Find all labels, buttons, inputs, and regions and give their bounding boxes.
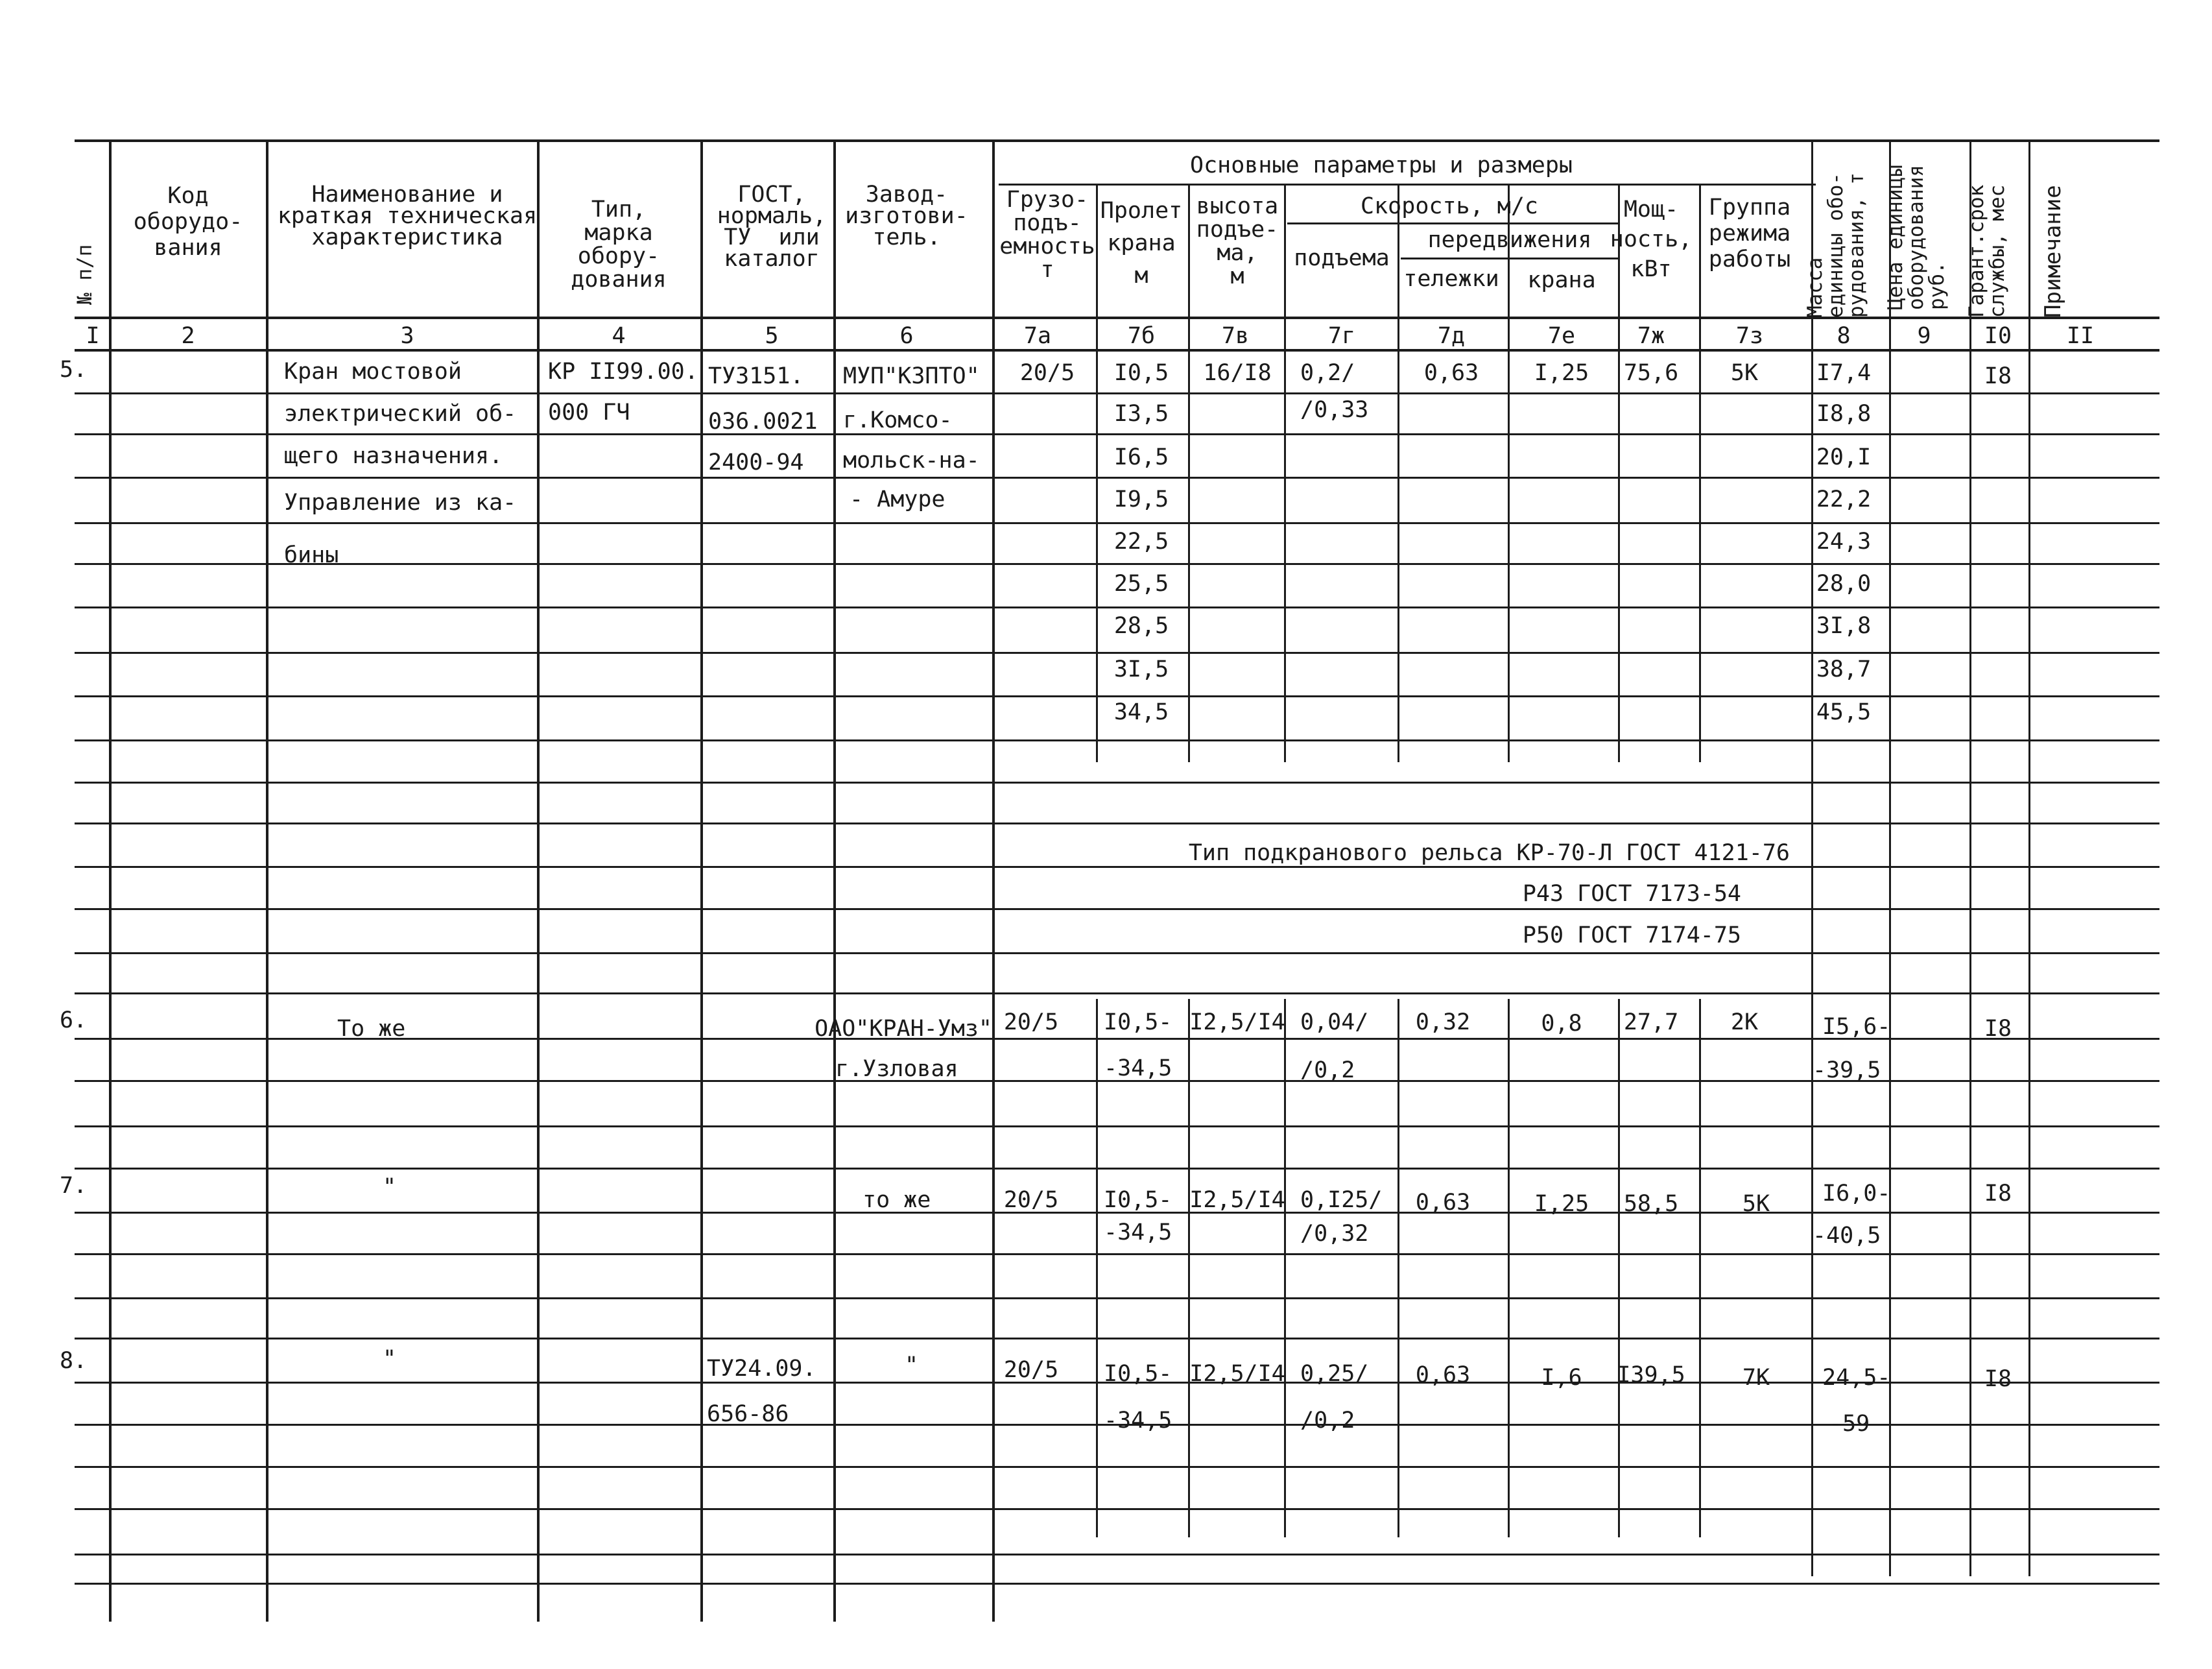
item5-span-value: 28,5 bbox=[1113, 613, 1169, 639]
item5-span-value: 3I,5 bbox=[1113, 656, 1169, 682]
item5-mass-value: 45,5 bbox=[1816, 699, 1872, 725]
header-col2-code: Код оборудо- вания bbox=[133, 183, 243, 261]
item6-lift-speed-line: 0,04/ bbox=[1300, 1009, 1369, 1035]
item5-span-value: 25,5 bbox=[1113, 571, 1169, 597]
item7-warranty: I8 bbox=[1984, 1181, 2012, 1207]
item5-maker-line: г.Комсо- bbox=[843, 407, 953, 433]
col-number-7z: 7з bbox=[1735, 323, 1764, 349]
item5-group: 5К bbox=[1730, 360, 1759, 386]
col-number-9: 9 bbox=[1917, 323, 1931, 349]
grid-line-horizontal bbox=[75, 782, 2159, 784]
item7-name: " bbox=[383, 1174, 397, 1200]
item5-mass-value: I7,4 bbox=[1816, 360, 1872, 386]
grid-line-horizontal bbox=[75, 695, 2159, 697]
item7-mass-line: I6,0- bbox=[1822, 1181, 1891, 1207]
item5-mass-value: 20,I bbox=[1816, 444, 1872, 470]
grid-line-horizontal bbox=[75, 433, 2159, 435]
item6-mass-line: -39,5 bbox=[1813, 1057, 1881, 1083]
item5-trolley-speed: 0,63 bbox=[1423, 360, 1479, 386]
item7-span-line: -34,5 bbox=[1104, 1219, 1172, 1245]
grid-line-horizontal bbox=[75, 1466, 2159, 1468]
grid-line-vertical bbox=[2028, 139, 2030, 1576]
item5-span-value: 34,5 bbox=[1113, 699, 1169, 725]
grid-line-horizontal bbox=[75, 1583, 2159, 1585]
grid-line-horizontal bbox=[75, 992, 2159, 994]
item8-height: I2,5/I4 bbox=[1189, 1361, 1285, 1387]
grid-line-horizontal bbox=[75, 606, 2159, 608]
item7-number: 7. bbox=[60, 1173, 88, 1199]
item6-capacity: 20/5 bbox=[1003, 1009, 1059, 1035]
item8-power: I39,5 bbox=[1617, 1362, 1685, 1388]
grid-line-vertical bbox=[1188, 184, 1190, 762]
rail-note-line: Тип подкранового рельса КР-70-Л ГОСТ 4121-76 bbox=[1188, 840, 1790, 866]
grid-line-horizontal bbox=[75, 739, 2159, 741]
grid-line-horizontal bbox=[75, 1338, 2159, 1339]
item6-trolley-speed: 0,32 bbox=[1415, 1009, 1471, 1035]
item5-mass-value: 22,2 bbox=[1816, 486, 1872, 512]
item5-span-value: 22,5 bbox=[1113, 529, 1169, 555]
header-col7zh-power: Мощ- ность, кВт bbox=[1610, 197, 1693, 282]
item5-name-line: щего назначения. bbox=[284, 443, 503, 469]
header-travel: передвижения bbox=[1427, 227, 1592, 253]
item5-power: 75,6 bbox=[1623, 360, 1679, 386]
item5-mass-value: 28,0 bbox=[1816, 571, 1872, 597]
item6-group: 2К bbox=[1730, 1009, 1759, 1035]
grid-line-horizontal bbox=[75, 908, 2159, 910]
grid-line-vertical bbox=[1889, 139, 1891, 1576]
item5-gost-line: 2400-94 bbox=[708, 450, 804, 475]
col-number-3: 3 bbox=[400, 323, 414, 349]
item5-number: 5. bbox=[60, 357, 88, 383]
grid-line-horizontal bbox=[75, 477, 2159, 479]
item5-span-value: I6,5 bbox=[1113, 444, 1169, 470]
grid-line-horizontal bbox=[75, 392, 2159, 394]
item5-gost-line: 036.0021 bbox=[708, 409, 818, 435]
grid-line-vertical bbox=[1699, 999, 1701, 1537]
item6-span-line: I0,5- bbox=[1104, 1009, 1172, 1035]
header-main-params: Основные параметры и размеры bbox=[1189, 152, 1573, 178]
grid-line-vertical bbox=[1096, 184, 1098, 762]
grid-line-horizontal bbox=[75, 1168, 2159, 1170]
col-number-5: 5 bbox=[765, 323, 779, 349]
grid-line-horizontal bbox=[1287, 222, 1618, 224]
grid-line-vertical bbox=[1284, 184, 1286, 762]
item7-span-line: I0,5- bbox=[1104, 1187, 1172, 1213]
header-speed: Скорость, м/с bbox=[1361, 193, 1538, 219]
item7-trolley-speed: 0,63 bbox=[1415, 1190, 1471, 1216]
col-number-7d: 7д bbox=[1437, 323, 1466, 349]
col-number-7a: 7а bbox=[1023, 323, 1052, 349]
col-number-8: 8 bbox=[1837, 323, 1851, 349]
grid-line-horizontal bbox=[999, 184, 1816, 186]
item5-crane-speed: I,25 bbox=[1534, 360, 1589, 386]
header-col7b-span: Пролет крана м bbox=[1100, 198, 1183, 289]
grid-line-vertical bbox=[1508, 184, 1510, 762]
grid-line-horizontal bbox=[75, 1297, 2159, 1299]
grid-line-horizontal bbox=[75, 952, 2159, 954]
col-number-7b: 7б bbox=[1127, 323, 1156, 349]
grid-line-horizontal bbox=[75, 1253, 2159, 1255]
grid-line-horizontal bbox=[75, 522, 2159, 524]
item6-name: То же bbox=[337, 1016, 406, 1042]
item5-lift-speed-line: 0,2/ bbox=[1300, 360, 1355, 386]
rail-note-line: Р50 ГОСТ 7174-75 bbox=[1522, 922, 1741, 948]
grid-line-vertical bbox=[109, 139, 112, 1622]
item8-mass-line: -59 bbox=[1829, 1411, 1870, 1437]
item7-mass-line: -40,5 bbox=[1813, 1223, 1881, 1249]
item6-mass-line: I5,6- bbox=[1822, 1014, 1891, 1040]
item5-span-value: I0,5 bbox=[1113, 360, 1169, 386]
item7-lift-speed-line: 0,I25/ bbox=[1300, 1187, 1383, 1213]
col-number-7v: 7в bbox=[1221, 323, 1250, 349]
col-number-7zh: 7ж bbox=[1637, 323, 1665, 349]
header-col1-number: № п/п bbox=[73, 244, 97, 305]
grid-line-vertical bbox=[1397, 999, 1399, 1537]
header-col6-maker: Завод- изготови- тель. bbox=[845, 182, 968, 250]
item7-capacity: 20/5 bbox=[1003, 1187, 1059, 1213]
header-col7z-group: Группа режима работы bbox=[1708, 195, 1791, 272]
col-number-2: 2 bbox=[181, 323, 195, 349]
grid-line-horizontal bbox=[75, 652, 2159, 654]
header-col7v-height: высота подъе- ма, м bbox=[1196, 193, 1279, 289]
item8-name: " bbox=[383, 1346, 397, 1372]
item5-mass-value: 24,3 bbox=[1816, 529, 1872, 555]
grid-line-vertical bbox=[992, 139, 995, 1622]
grid-line-horizontal bbox=[75, 866, 2159, 868]
item8-mass-line: 24,5- bbox=[1822, 1365, 1891, 1391]
grid-line-horizontal bbox=[75, 1508, 2159, 1510]
item5-mass-value: I8,8 bbox=[1816, 401, 1872, 427]
header-col7g-lift: подъема bbox=[1294, 245, 1390, 271]
item7-crane-speed: I,25 bbox=[1534, 1191, 1589, 1217]
col-number-1: I bbox=[86, 323, 100, 349]
item5-maker-line: - Амуре bbox=[850, 486, 945, 512]
item5-type-line: КР II99.00. bbox=[548, 359, 698, 385]
grid-line-vertical bbox=[1284, 999, 1286, 1537]
item8-warranty: I8 bbox=[1984, 1366, 2012, 1392]
grid-line-vertical bbox=[266, 139, 268, 1622]
item7-maker: то же bbox=[862, 1187, 931, 1213]
item5-type-line: 000 ГЧ bbox=[548, 400, 630, 426]
item7-power: 58,5 bbox=[1623, 1191, 1679, 1217]
header-col9-price: Цена единицы оборудования руб. bbox=[1884, 165, 1949, 310]
grid-line-vertical bbox=[1188, 999, 1190, 1537]
item6-power: 27,7 bbox=[1623, 1009, 1679, 1035]
grid-line-vertical bbox=[1699, 184, 1701, 762]
item5-gost-line: ТУ3151. bbox=[708, 363, 804, 389]
header-col8-mass: Масса единицы обо- рудования, т bbox=[1803, 173, 1868, 318]
item5-name-line: бины bbox=[284, 542, 339, 568]
item5-warranty: I8 bbox=[1984, 363, 2012, 389]
item5-capacity: 20/5 bbox=[1019, 360, 1075, 386]
item8-span-line: -34,5 bbox=[1104, 1408, 1172, 1434]
header-col3-name: Наименование и краткая техническая характеристика bbox=[277, 182, 538, 250]
grid-line-vertical bbox=[1508, 999, 1510, 1537]
header-col7a-capacity: Грузо- подъ- емность т bbox=[999, 187, 1095, 283]
item8-gost-line: 656-86 bbox=[707, 1401, 789, 1427]
grid-line-vertical bbox=[700, 139, 703, 1622]
item5-height: 16/I8 bbox=[1203, 360, 1272, 386]
grid-line-vertical bbox=[1811, 139, 1813, 1576]
grid-line-vertical bbox=[833, 139, 836, 1622]
item6-maker-line: г.Узловая bbox=[835, 1056, 958, 1082]
item8-lift-speed-line: /0,2 bbox=[1300, 1408, 1355, 1434]
item8-maker: " bbox=[905, 1352, 919, 1378]
col-number-6: 6 bbox=[899, 323, 914, 349]
item6-lift-speed-line: /0,2 bbox=[1300, 1057, 1355, 1083]
grid-line-horizontal bbox=[75, 1554, 2159, 1555]
item7-height: I2,5/I4 bbox=[1189, 1187, 1285, 1213]
header-col11-note: Примечание bbox=[2040, 185, 2066, 318]
item8-number: 8. bbox=[60, 1348, 88, 1374]
col-number-11: II bbox=[2066, 323, 2095, 349]
item5-name-line: электрический об- bbox=[284, 401, 517, 427]
grid-line-horizontal bbox=[75, 139, 2159, 142]
grid-line-vertical bbox=[537, 139, 540, 1622]
grid-line-horizontal bbox=[75, 563, 2159, 565]
item5-span-value: I9,5 bbox=[1113, 486, 1169, 512]
item6-warranty: I8 bbox=[1984, 1016, 2012, 1042]
header-col4-type: Тип, марка обору- дования bbox=[571, 197, 667, 293]
col-number-7e: 7е bbox=[1547, 323, 1576, 349]
header-col7e-crane: крана bbox=[1527, 267, 1596, 293]
item8-crane-speed: I,6 bbox=[1541, 1365, 1582, 1391]
col-number-7g: 7г bbox=[1327, 323, 1356, 349]
item8-capacity: 20/5 bbox=[1003, 1357, 1059, 1383]
grid-line-vertical bbox=[1096, 999, 1098, 1537]
item5-mass-value: 3I,8 bbox=[1816, 613, 1872, 639]
item6-crane-speed: 0,8 bbox=[1541, 1011, 1582, 1037]
grid-line-horizontal bbox=[75, 349, 2159, 352]
item8-lift-speed-line: 0,25/ bbox=[1300, 1361, 1369, 1387]
grid-line-horizontal bbox=[75, 1125, 2159, 1127]
header-col10-warranty: Гарант.срок службы, мес bbox=[1965, 184, 2009, 318]
col-number-4: 4 bbox=[612, 323, 626, 349]
item6-number: 6. bbox=[60, 1007, 88, 1033]
item8-group: 7К bbox=[1742, 1365, 1770, 1391]
grid-line-vertical bbox=[1618, 999, 1620, 1537]
item8-gost-line: ТУ24.09. bbox=[707, 1356, 816, 1382]
item5-maker-line: мольск-на- bbox=[843, 448, 980, 474]
item7-group: 5К bbox=[1742, 1191, 1770, 1217]
item7-lift-speed-line: /0,32 bbox=[1300, 1221, 1369, 1247]
item5-lift-speed-line: /0,33 bbox=[1300, 397, 1369, 423]
item8-trolley-speed: 0,63 bbox=[1415, 1362, 1471, 1388]
item6-height: I2,5/I4 bbox=[1189, 1009, 1285, 1035]
header-col5-gost: ГОСТ, нормаль, ТУ или каталог bbox=[717, 182, 827, 272]
item8-span-line: I0,5- bbox=[1104, 1361, 1172, 1387]
col-number-10: I0 bbox=[1984, 323, 2012, 349]
item5-span-value: I3,5 bbox=[1113, 401, 1169, 427]
grid-line-vertical bbox=[1969, 139, 1971, 1576]
grid-line-horizontal bbox=[75, 822, 2159, 824]
item5-name-line: Кран мостовой bbox=[284, 359, 462, 385]
header-col7d-trolley: тележки bbox=[1403, 266, 1499, 292]
item6-maker-line: ОАО"КРАН-Умз" bbox=[815, 1016, 992, 1042]
grid-line-vertical bbox=[1397, 184, 1399, 762]
item6-span-line: -34,5 bbox=[1104, 1055, 1172, 1081]
item5-maker-line: МУП"КЗПТО" bbox=[843, 363, 980, 389]
item5-mass-value: 38,7 bbox=[1816, 656, 1872, 682]
item5-name-line: Управление из ка- bbox=[284, 490, 517, 516]
rail-note-line: Р43 ГОСТ 7173-54 bbox=[1522, 881, 1741, 907]
